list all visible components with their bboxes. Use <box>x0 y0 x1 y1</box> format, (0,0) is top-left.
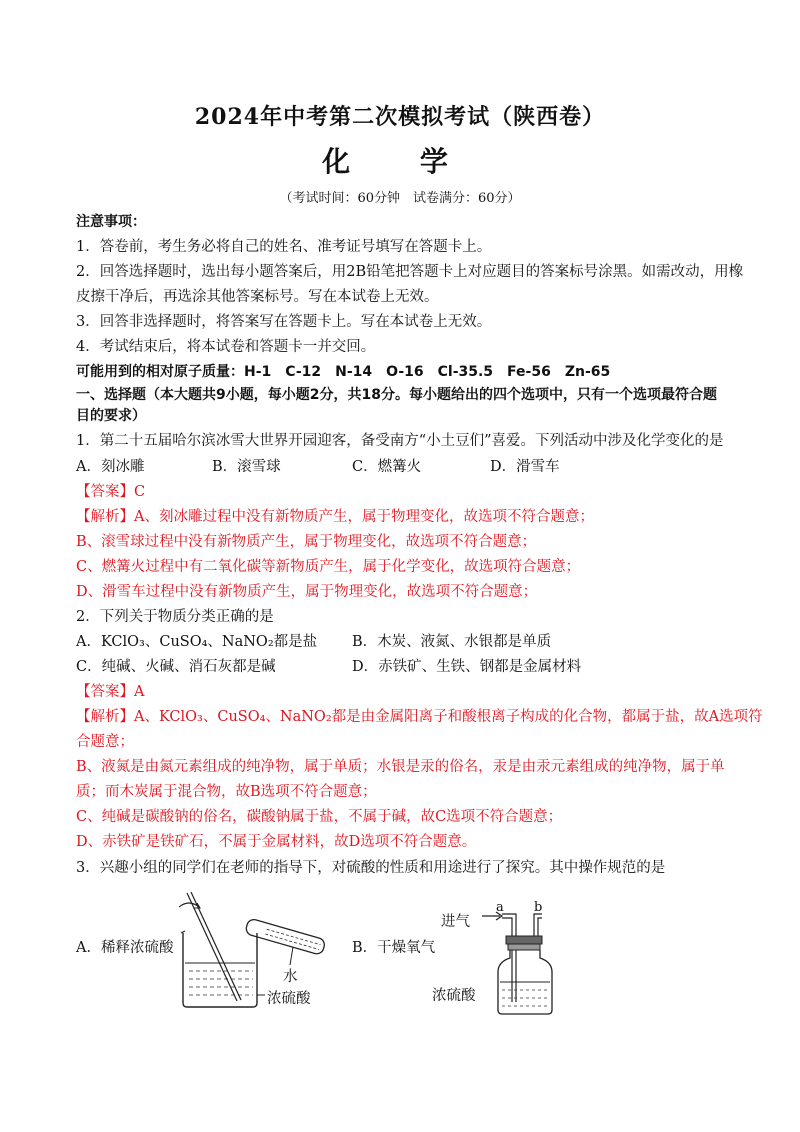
q3-option-b: B．干燥氧气 <box>352 940 436 956</box>
note-item: 皮擦干净后，再选涂其他答案标号。写在本试卷上无效。 <box>76 289 439 305</box>
q1-option-c: C．燃篝火 <box>352 459 422 475</box>
q2-analysis-line: B、液氮是由氮元素组成的纯净物，属于单质；水银是汞的俗名，汞是由汞元素组成的纯净物，属于单 <box>76 759 725 775</box>
q2-analysis-line: C、纯碱是碳酸钠的俗名，碳酸钠属于盐，不属于碱，故C选项不符合题意； <box>76 809 563 825</box>
subject-title: 化 学 <box>322 145 478 178</box>
q2-analysis-line: D、赤铁矿是铁矿石，不属于金属材料，故D选项不符合题意。 <box>76 834 477 850</box>
q2-analysis-line: 质；而木炭属于混合物，故B选项不符合题意； <box>76 784 377 800</box>
acid-label-b: 浓硫酸 <box>432 988 476 1004</box>
question-1-stem: 1．第二十五届哈尔滨冰雪大世界开园迎客，备受南方“小土豆们”喜爱。下列活动中涉及化学变化的是 <box>76 433 724 449</box>
note-item: 2．回答选择题时，选出每小题答案后，用2B铅笔把答题卡上对应题目的答案标号涂黑。如需改动，用橡 <box>76 264 744 280</box>
section-heading-cont: 目的要求） <box>76 408 146 424</box>
q2-analysis-line: 【解析】A、KClO₃、CuSO₄、NaNO₂都是由金属阳离子和酸根离子构成的化合物，都属于盐，故A选项符 <box>76 709 763 725</box>
q3-option-a: A．稀释浓硫酸 <box>76 940 174 956</box>
note-item: 4．考试结束后，将本试卷和答题卡一并交回。 <box>76 339 376 355</box>
q1-option-d: D．滑雪车 <box>490 459 560 475</box>
question-3-stem: 3．兴趣小组的同学们在老师的指导下，对硫酸的性质和用途进行了探究。其中操作规范的是 <box>76 860 666 876</box>
port-b-label: b <box>534 900 543 915</box>
q2-option-b: B．木炭、液氮、水银都是单质 <box>352 634 552 650</box>
water-label: 水 <box>283 969 298 985</box>
q1-answer: 【答案】C <box>76 484 146 500</box>
atomic-mass-line: 可能用到的相对原子质量：H-1 C-12 N-14 O-16 Cl-35.5 Fe-56 Zn-65 <box>76 364 611 380</box>
q1-analysis-line: 【解析】A、刻冰雕过程中没有新物质产生，属于物理变化，故选项不符合题意； <box>76 509 594 525</box>
q1-option-b: B．滚雪球 <box>212 459 281 475</box>
port-a-label: a <box>496 900 504 915</box>
note-item: 3．回答非选择题时，将答案写在答题卡上。写在本试卷上无效。 <box>76 314 492 330</box>
q2-analysis-line: 合题意； <box>76 734 134 750</box>
q2-option-c: C．纯碱、火碱、消石灰都是碱 <box>76 659 276 675</box>
q1-option-a: A．刻冰雕 <box>76 459 145 475</box>
note-item: 1．答卷前，考生务必将自己的姓名、准考证号填写在答题卡上。 <box>76 239 492 255</box>
gas-drying-figure <box>478 902 568 1017</box>
q2-option-d: D．赤铁矿、生铁、钢都是金属材料 <box>352 659 582 675</box>
q1-analysis-line: B、滚雪球过程中没有新物质产生，属于物理变化，故选项不符合题意； <box>76 534 537 550</box>
exam-info: （考试时间：60分钟 试卷满分：60分） <box>279 191 521 206</box>
q2-option-a: A．KClO₃、CuSO₄、NaNO₂都是盐 <box>76 634 318 650</box>
question-2-stem: 2．下列关于物质分类正确的是 <box>76 609 274 625</box>
acid-label-a: 浓硫酸 <box>267 991 311 1007</box>
q1-analysis-line: C、燃篝火过程中有二氧化碳等新物质产生，属于化学变化，故选项符合题意； <box>76 559 581 575</box>
q1-analysis-line: D、滑雪车过程中没有新物质产生，属于物理变化，故选项不符合题意； <box>76 584 538 600</box>
gas-in-label: 进气 <box>441 914 470 930</box>
dilution-figure <box>165 885 340 1020</box>
section-heading: 一、选择题（本大题共9小题，每小题2分，共18分。每小题给出的四个选项中，只有一个选项最符合题 <box>76 387 717 403</box>
q2-answer: 【答案】A <box>76 684 145 700</box>
notes-heading: 注意事项： <box>76 214 146 230</box>
page-title: 2024年中考第二次模拟考试（陕西卷） <box>194 104 606 130</box>
